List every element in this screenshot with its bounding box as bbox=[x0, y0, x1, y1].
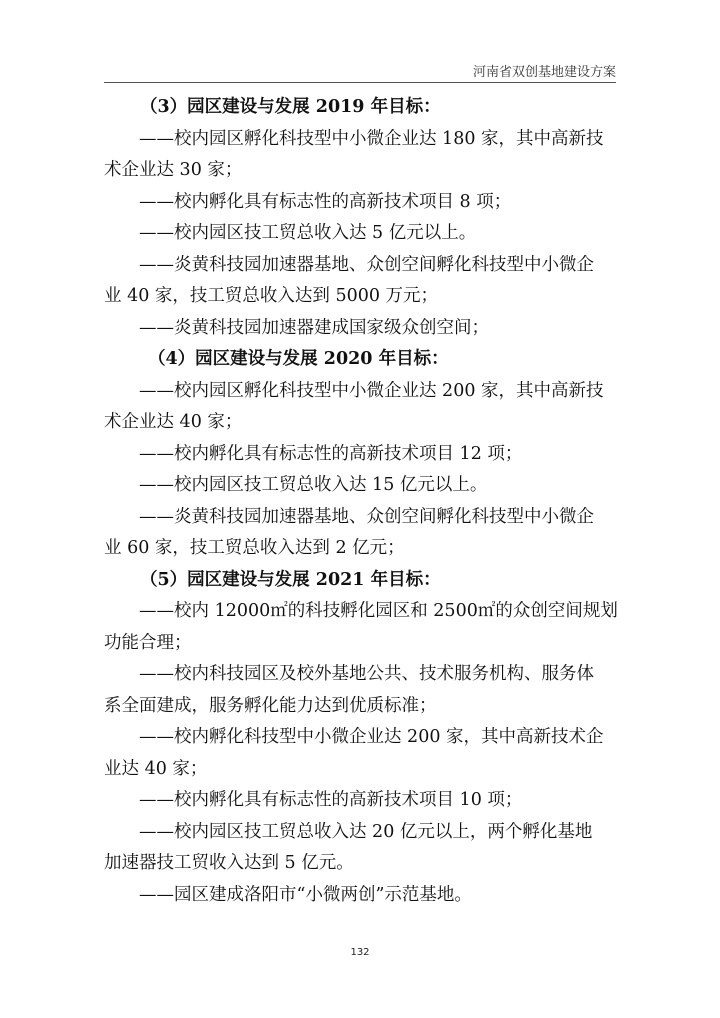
paragraph-line: ——炎黄科技园加速器基地、众创空间孵化科技型中小微企 bbox=[139, 254, 594, 275]
section-heading: （5）园区建设与发展 2021 年目标： bbox=[140, 569, 441, 590]
header-title: 河南省双创基地建设方案 bbox=[472, 65, 616, 80]
page-number: 132 bbox=[350, 947, 370, 958]
paragraph-line: ——炎黄科技园加速器基地、众创空间孵化科技型中小微企 bbox=[139, 506, 594, 527]
paragraph-line: 功能合理； bbox=[104, 632, 192, 653]
paragraph-line: ——校内园区孵化科技型中小微企业达 180 家，其中高新技 bbox=[139, 128, 604, 149]
paragraph-line: ——校内园区孵化科技型中小微企业达 200 家，其中高新技 bbox=[139, 380, 604, 401]
paragraph-line: ——校内孵化具有标志性的高新技术项目 12 项； bbox=[139, 443, 523, 464]
paragraph-line: 业 60 家，技工贸总收入达到 2 亿元； bbox=[104, 538, 405, 558]
paragraph-line: ——炎黄科技园加速器建成国家级众创空间； bbox=[139, 317, 489, 338]
paragraph-line: 系全面建成，服务孵化能力达到优质标准； bbox=[104, 695, 437, 716]
paragraph-line: ——校内 12000㎡的科技孵化园区和 2500㎡的众创空间规划 bbox=[139, 601, 618, 621]
paragraph-line: 加速器技工贸收入达到 5 亿元。 bbox=[104, 853, 354, 873]
section-heading: （3）园区建设与发展 2019 年目标： bbox=[140, 97, 441, 117]
paragraph-line: ——校内孵化具有标志性的高新技术项目 8 项； bbox=[139, 191, 512, 212]
section-heading: （4）园区建设与发展 2020 年目标： bbox=[148, 349, 449, 369]
paragraph-line: 术企业达 40 家； bbox=[104, 412, 243, 432]
document-body bbox=[104, 92, 624, 911]
paragraph-line: ——校内园区技工贸总收入达 5 亿元以上。 bbox=[139, 223, 477, 243]
paragraph-line: ——校内孵化具有标志性的高新技术项目 10 项； bbox=[139, 790, 523, 810]
page-header bbox=[104, 58, 616, 83]
paragraph-line: 业达 40 家； bbox=[104, 758, 208, 779]
paragraph-line: ——校内科技园区及校外基地公共、技术服务机构、服务体 bbox=[139, 664, 594, 684]
paragraph-line: ——校内园区技工贸总收入达 15 亿元以上。 bbox=[139, 475, 488, 495]
paragraph-line: 业 40 家，技工贸总收入达到 5000 万元； bbox=[104, 286, 439, 306]
paragraph-line: ——园区建成洛阳市“小微两创”示范基地。 bbox=[139, 884, 472, 905]
paragraph-line: ——校内孵化科技型中小微企业达 200 家，其中高新技术企 bbox=[139, 727, 604, 747]
paragraph-line: ——校内园区技工贸总收入达 20 亿元以上，两个孵化基地 bbox=[139, 821, 593, 842]
paragraph-line: 术企业达 30 家； bbox=[104, 160, 243, 180]
